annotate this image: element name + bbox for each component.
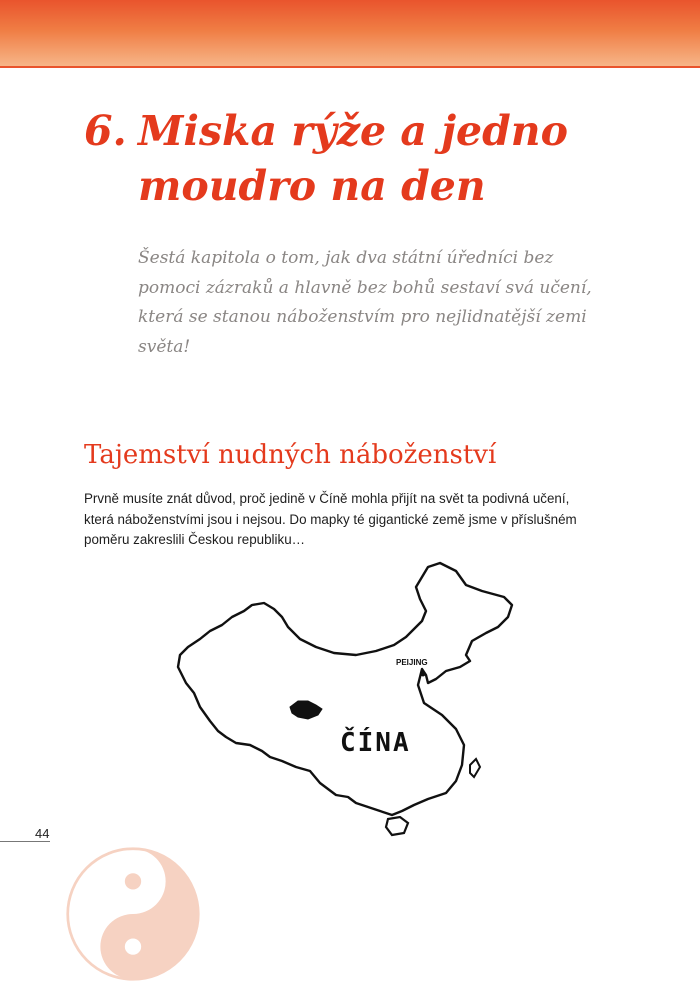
yin-yang-icon bbox=[65, 846, 201, 982]
top-band-line bbox=[0, 66, 700, 68]
hainan-island bbox=[386, 817, 408, 835]
beijing-dot bbox=[421, 672, 426, 677]
chapter-title bbox=[84, 104, 644, 214]
page-number: 44 bbox=[35, 826, 50, 841]
paragraph-line: která náboženstvími jsou i nejsou. Do mapky té gigantické země jsme v příslušném bbox=[84, 511, 577, 527]
intro-line: pomoci zázraků a hlavně bez bohů sestaví svá učení, bbox=[138, 277, 592, 298]
china-outline bbox=[178, 563, 512, 815]
intro-line: světa! bbox=[138, 336, 191, 357]
intro-line: Šestá kapitola o tom, jak dva státní úředníci bez bbox=[138, 248, 554, 268]
page-number-rule bbox=[0, 841, 50, 842]
beijing-label: PEIJING bbox=[396, 658, 428, 667]
paragraph-line: Prvně musíte znát důvod, proč jedině v Číně mohla přijít na svět ta podivná učení, bbox=[84, 491, 570, 506]
chapter-title-line-1: Miska rýže a jedno bbox=[138, 107, 568, 155]
taiwan-island bbox=[470, 759, 480, 777]
china-map-illustration bbox=[170, 555, 530, 845]
section-paragraph bbox=[84, 489, 629, 551]
czech-republic-shape bbox=[290, 701, 322, 719]
china-label: ČÍNA bbox=[340, 728, 411, 758]
intro-line: která se stanou náboženstvím pro nejlidnatější zemi bbox=[138, 307, 587, 327]
chapter-number: 6. bbox=[84, 107, 127, 155]
paragraph-line: poměru zakreslili Českou republiku… bbox=[84, 532, 306, 547]
top-color-band bbox=[0, 0, 700, 67]
chapter-intro bbox=[138, 244, 608, 362]
chapter-title-line-2: moudro na den bbox=[138, 162, 486, 210]
section-heading: Tajemství nudných náboženství bbox=[84, 440, 497, 470]
